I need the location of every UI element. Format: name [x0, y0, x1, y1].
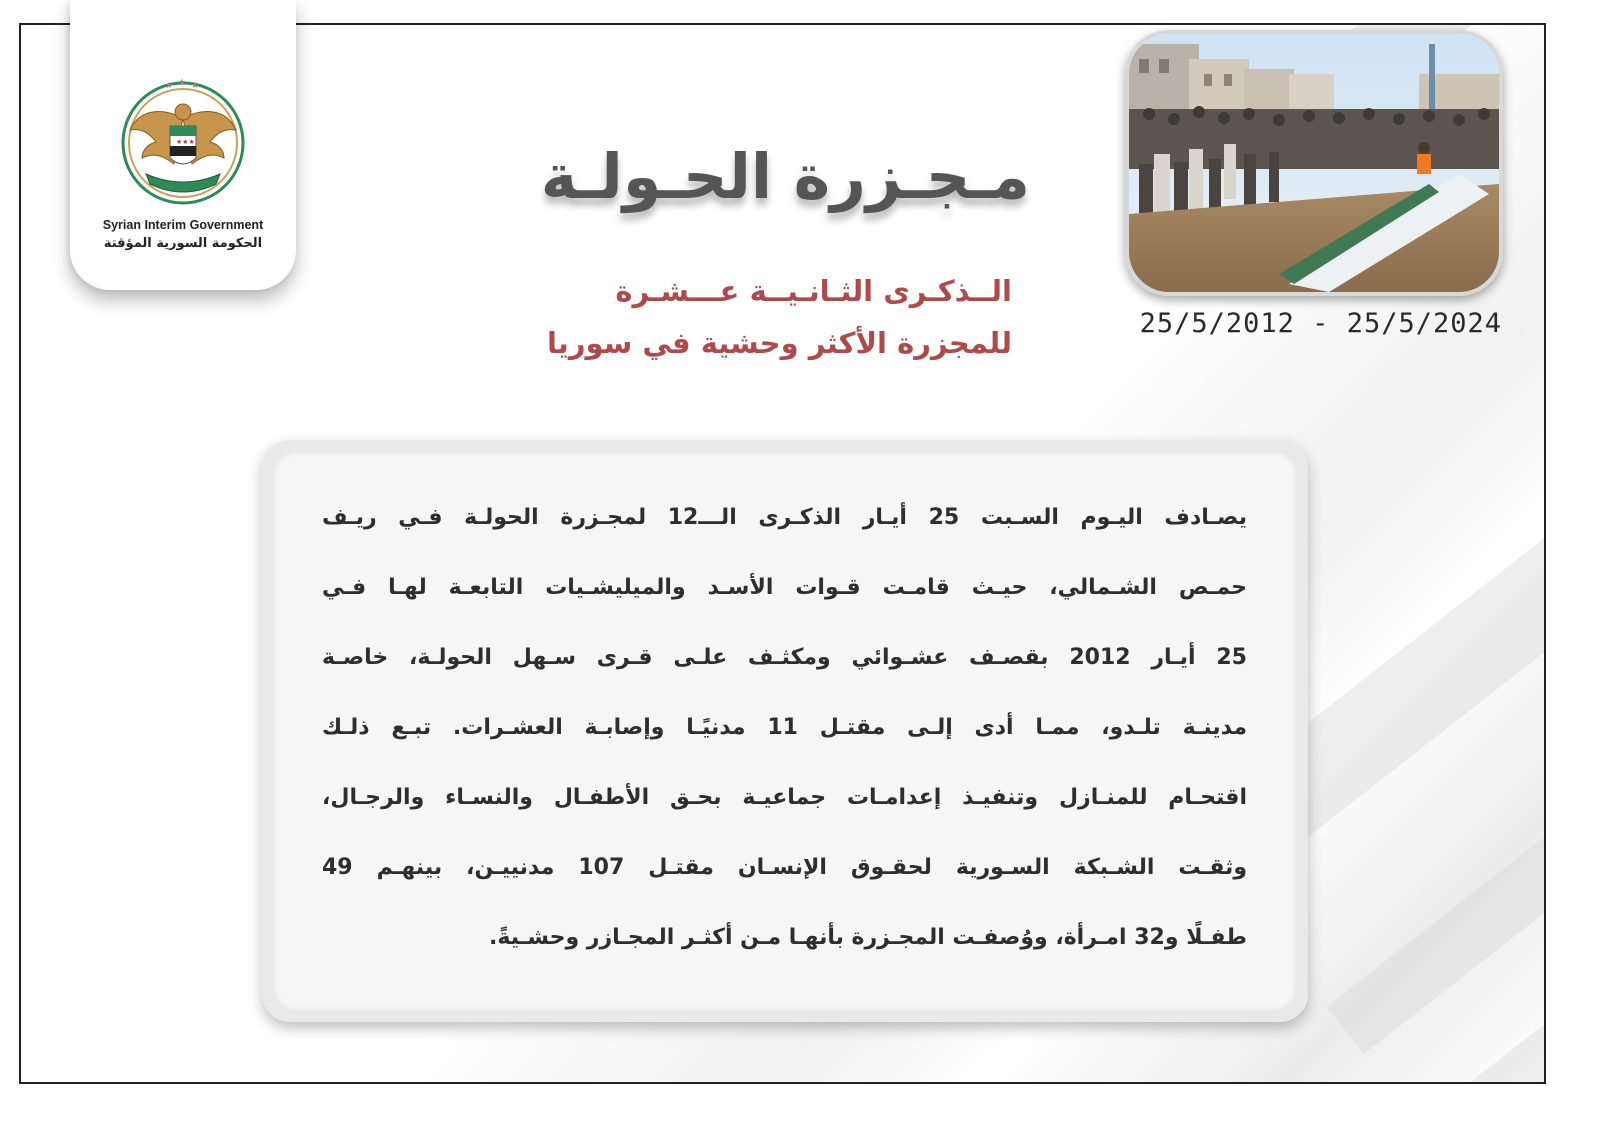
syrian-flag-icon: [170, 126, 196, 164]
svg-text:★: ★: [178, 78, 187, 88]
svg-text:★: ★: [191, 81, 200, 91]
massacre-photo: [1125, 30, 1503, 296]
svg-text:★★★: ★★★: [176, 138, 195, 146]
body-line-5: اقتحـام للمنـازل وتنفيـذ إعدامـات جماعيـة بحـق الأطفـال والنسـاء والرجـال،: [322, 785, 1247, 810]
body-line-4: مدينـة تلـدو، ممـا أدى إلـى مقتـل 11 مدنيًـا وإصابـة العشـرات. تبـع ذلـك: [322, 715, 1248, 740]
body-line-3: 25 أيـار 2012 بقصـف عشـوائي ومكثـف علـى قـرى سـهل الحولـة، خاصـة: [322, 645, 1247, 670]
svg-text:★: ★: [165, 81, 174, 91]
logo-name-arabic: الحكومة السورية المؤقتة: [103, 236, 263, 251]
subtitle-line-1: الــذكـرى الثـانـيــة عـــشـرة: [615, 274, 1012, 308]
body-line-6: وثقـت الشـبكة السـورية لحقـوق الإنسـان مقتـل 107 مدنييـن، بينهـم 49: [322, 855, 1247, 880]
body-line-1: يصـادف اليـوم السـبت 25 أيـار الذكـرى الـــ12 لمجـزرة الحولـة فـي ريـف: [322, 505, 1247, 530]
subtitle-line-2: للمجزرة الأكثر وحشية في سوريا: [547, 326, 1012, 360]
date-range: 25/5/2012 - 25/5/2024: [1139, 308, 1502, 339]
eagle-emblem-icon: [118, 78, 248, 208]
body-line-2: حمـص الشـمالي، حيـث قامـت قـوات الأسـد والميليشـيات التابعـة لهـا فـي: [322, 575, 1247, 600]
logo-tab: [70, 0, 296, 290]
body-line-7: طفـلًا و32 امـرأة، ووُصفـت المجـزرة بأنهـا مـن أكثـر المجـازر وحشـيةً.: [489, 925, 1247, 950]
page-title: مـجـزرة الحـولـة: [540, 140, 1030, 213]
logo-name-english: Syrian Interim Government: [102, 218, 264, 232]
